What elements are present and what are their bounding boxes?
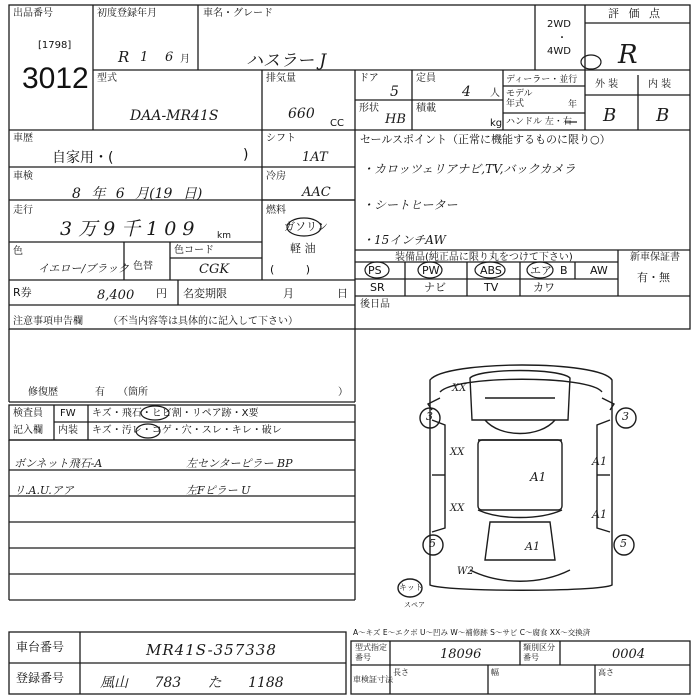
inspector-label-1: 検査員 — [13, 408, 43, 419]
tire-tread: 3 — [622, 410, 629, 423]
sales-title — [360, 134, 611, 146]
model-cert-label: 型式指定 番号 — [355, 643, 387, 662]
chassis-value: MR41S-357338 — [146, 641, 277, 659]
model-cert-value: 18096 — [440, 647, 482, 662]
drive-sep: ・ — [557, 33, 567, 44]
recycle-unit: 円 — [156, 287, 167, 300]
name-change-day: 日 — [337, 287, 348, 300]
name-change-month: 月 — [283, 287, 294, 300]
class-label: 類別区分 番号 — [523, 643, 555, 662]
interior-label: 内 装 — [648, 79, 672, 90]
equip-abs: ABS — [480, 264, 502, 277]
grade-label: 評 価 点 — [608, 7, 663, 20]
exterior-value: B — [603, 105, 617, 126]
damage-mark: XX — [452, 383, 467, 394]
equip-ps: PS — [368, 264, 382, 277]
remark: ボンネット飛石-A — [14, 457, 103, 470]
sales-title-circle: ○ — [590, 133, 600, 146]
repair-close: ） — [338, 387, 348, 398]
shape-value: HB — [385, 112, 406, 127]
lot-label: 出品番号 — [13, 8, 53, 19]
load-label: 積載 — [416, 103, 436, 114]
shape-label: 形状 — [359, 103, 379, 114]
capacity-label: 定員 — [416, 73, 436, 84]
equip-aircon: エア — [530, 264, 552, 277]
plate-value: 風山 783 た 1188 — [100, 675, 284, 691]
equip-leather: カワ — [533, 281, 555, 294]
load-unit: kg — [490, 118, 503, 129]
reg-year: 1 — [140, 50, 149, 65]
remark: リ.A.U.アア — [14, 484, 74, 497]
repair-location: （箇所 — [118, 387, 148, 398]
kit-label: キット — [399, 583, 423, 592]
shift-label: シフト — [266, 133, 296, 144]
door-label: ドア — [359, 73, 379, 84]
warranty-label: 新車保証書 — [630, 252, 680, 263]
inspection-value: 8 年 6 月(19 日) — [72, 186, 203, 202]
inspection-label: 車検 — [13, 171, 33, 182]
recycle-value: 8,400 — [97, 288, 135, 303]
fuel-gas: ガソリン — [284, 220, 328, 233]
equipment-title: 装備品(純正品に限り丸をつけて下さい) — [395, 252, 573, 263]
mileage-unit: km — [217, 231, 231, 241]
model-year-unit: 年 — [568, 100, 578, 110]
fuel-diesel: 軽 油 — [290, 242, 316, 255]
displacement-unit: CC — [330, 118, 344, 129]
fuel-paren: ( ) — [270, 263, 311, 276]
repair-label: 修復歴 — [28, 387, 58, 398]
damage-mark: XX — [450, 447, 465, 458]
sales-point: ・カロッツェリアナビ,TV,バックカメラ — [362, 162, 576, 176]
mileage-value: 3万9千109 — [60, 218, 201, 240]
equip-tv: TV — [484, 281, 499, 294]
car-name: ハスラー J — [246, 51, 327, 71]
plate-label: 登録番号 — [16, 671, 65, 685]
class-value: 0004 — [612, 647, 646, 662]
remark: 左センターピラー BP — [186, 457, 293, 470]
recycle-label: R券 — [13, 286, 32, 299]
shift-value: 1AT — [302, 150, 328, 165]
inspector-label-2: 記入欄 — [13, 425, 43, 436]
fw-text: キズ・飛石・ヒビ割・リペア跡・X要 — [92, 408, 259, 419]
color-code-value: CGK — [199, 262, 230, 277]
use-value: 自家用・( — [52, 150, 114, 166]
damage-mark: W2 — [457, 566, 474, 577]
tire-tread: 5 — [429, 537, 436, 550]
sales-point: ・シートヒーター — [362, 198, 458, 212]
dealer-label: ディーラー・並行 — [506, 75, 578, 85]
tire-tread: 5 — [620, 537, 627, 550]
displacement-label: 排気量 — [266, 73, 296, 84]
notes-subtitle: （不当内容等は具体的に記入して下さい） — [108, 316, 298, 327]
damage-mark: A1 — [530, 470, 547, 484]
drive-4wd: 4WD — [547, 46, 571, 57]
equip-navi: ナビ — [424, 281, 446, 294]
exterior-label: 外 装 — [595, 79, 619, 90]
mileage-label: 走行 — [13, 205, 33, 216]
spare-label: スペア — [404, 601, 425, 609]
damage-mark: A1 — [525, 540, 540, 553]
repair-value: 有 — [95, 387, 105, 398]
reg-era: R — [118, 48, 130, 66]
interior-value: B — [656, 105, 670, 126]
model-value: DAA-MR41S — [130, 108, 219, 124]
model-year-label: モデル 年式 — [506, 89, 533, 109]
handle-label: ハンドル 左・右 — [506, 117, 572, 127]
reg-month-unit: 月 — [180, 54, 190, 65]
later-label: 後日品 — [360, 299, 390, 310]
drive-2wd: 2WD — [547, 19, 571, 30]
lot-sub: [1798] — [38, 40, 72, 51]
sales-title-end: ） — [599, 133, 611, 146]
chassis-label: 車台番号 — [16, 640, 65, 654]
sales-point: ・15インチAW — [362, 233, 446, 247]
door-value: 5 — [390, 84, 399, 100]
color-code-label: 色コード — [174, 245, 214, 256]
color-label: 色 — [13, 246, 23, 257]
height-sub: 高さ — [598, 668, 614, 677]
use-label: 車歴 — [13, 133, 33, 144]
damage-mark: A1 — [592, 508, 607, 521]
length-sub: 長さ — [393, 668, 409, 677]
lot-number: 3012 — [22, 62, 89, 95]
reg-month: 6 — [165, 50, 174, 65]
capacity-value: 4 — [462, 84, 471, 100]
name-change-label: 名変期限 — [183, 287, 227, 300]
damage-mark: A1 — [592, 455, 607, 468]
ac-label: 冷房 — [266, 171, 286, 182]
warranty-value: 有・無 — [637, 271, 670, 284]
equip-pw: PW — [422, 264, 440, 277]
fw-label: FW — [60, 408, 76, 419]
reg-year-label: 初度登録年月 — [97, 8, 157, 19]
model-label: 型式 — [97, 73, 117, 84]
equip-aw: AW — [590, 264, 608, 277]
sales-title-text: セールスポイント（正常に機能するものに限り — [360, 133, 591, 146]
displacement-value: 660 — [288, 106, 315, 122]
car-diagram — [398, 365, 636, 597]
color-value: イエロー/ブラック — [38, 262, 130, 275]
length-label: 車検証寸法 — [353, 675, 393, 684]
capacity-unit: 人 — [490, 88, 500, 99]
damage-mark: XX — [450, 503, 465, 514]
use-close: ) — [243, 147, 249, 163]
interior-insp-label: 内装 — [58, 425, 78, 436]
tire-tread: 3 — [426, 410, 433, 423]
remark: 左Fピラー U — [186, 484, 251, 497]
fuel-label: 燃料 — [266, 205, 286, 216]
grade-value: R — [618, 40, 638, 70]
notes-title: 注意事項申告欄 — [13, 316, 83, 327]
equip-sr: SR — [370, 281, 385, 294]
legend-text: A～キズ E～エクボ U～凹み W～補修跡 S～サビ C～腐食 XX～交換済 — [353, 628, 591, 637]
width-sub: 幅 — [491, 668, 499, 677]
car-name-label: 車名・グレード — [203, 8, 273, 19]
ac-value: AAC — [302, 185, 331, 200]
color-change-label: 色替 — [133, 261, 153, 272]
equip-b: B — [560, 264, 568, 277]
interior-text: キズ・汚レ・コゲ・穴・スレ・キレ・破レ — [92, 425, 282, 436]
